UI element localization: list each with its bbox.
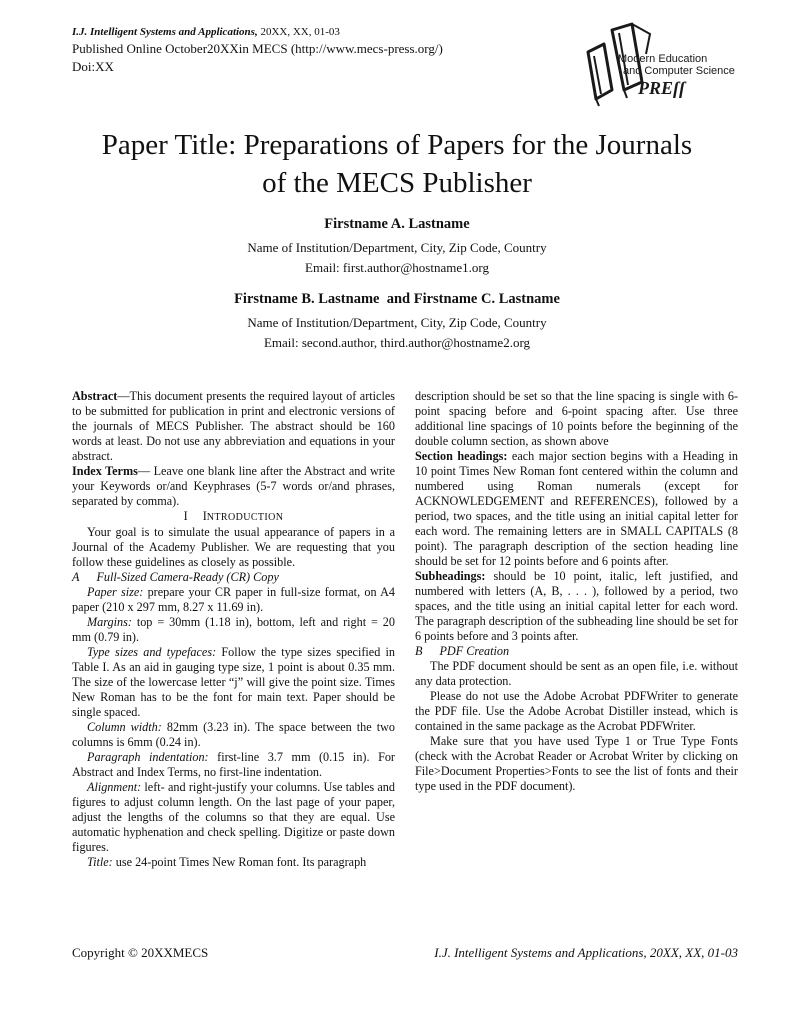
column-width-label: Column width: [87, 720, 162, 734]
abstract-text: —This document presents the required layout of articles to be submitted for publication in print and electronic versions of the journals of MECS Publisher. The abstract should be 160 words at least. Do not use any abbreviation and equations in your abstract. [72, 389, 395, 463]
index-terms-label: Index Terms [72, 464, 138, 478]
subheading-b-title: PDF Creation [439, 644, 510, 658]
margins-label: Margins: [87, 615, 132, 629]
books-icon [572, 20, 740, 108]
section-headings-text: each major section begins with a Heading in 10 point Times New Roman font centered within the column and numbered using Roman numerals (except for ACKNOWLEDGEMENT and REFERENCES), followed by a period, two spaces, and the title using an initial capital letter for each word. The remaining letters are in SMALL CAPITALS (8 point). The paragraph description of the section heading line should be set for 12 points before and 6 points after. [415, 449, 738, 568]
running-head [72, 24, 443, 76]
subheadings-paragraph [415, 569, 738, 644]
logo-press-text: PREſſ [638, 78, 685, 98]
pdf-open-file-paragraph: The PDF document should be sent as an open file, i.e. without any data protection. [415, 659, 738, 688]
introduction-paragraph: Your goal is to simulate the usual appearance of papers in a Journal of the Academy Publisher. We are requesting that you follow these guidelines as closely as possible. [72, 525, 395, 569]
subheading-a-title: Full-Sized Camera-Ready (CR) Copy [96, 570, 279, 584]
copyright-notice: Copyright © 20XXMECS [72, 945, 209, 960]
page-title-line1: Paper Title: Preparations of Papers for the Journals [101, 129, 693, 161]
logo-text-line1: Modern Education [618, 53, 708, 65]
section-title-smallcaps: NTRODUCTION [206, 512, 284, 523]
paragraph-indentation-label: Paragraph indentation: [87, 750, 209, 764]
section-title-cap: I [202, 509, 207, 523]
published-online-line: Published Online October20XXin MECS (http://www.mecs-press.org/) [72, 41, 443, 56]
title-style-label: Title: [87, 855, 113, 869]
paragraph-indentation-paragraph [72, 750, 395, 780]
column-width-paragraph [72, 720, 395, 750]
column-width-text: 82mm (3.23 in). The space between the two columns is 6mm (0.24 in). [72, 720, 395, 749]
journal-name: I.J. Intelligent Systems and Applications, [72, 26, 258, 38]
alignment-text: left- and right-justify your columns. Use tables and figures to adjust column length. On the last page of your paper, adjust the lengths of the columns so that they are equal. Use automatic hyphenation and check spelling. Digitize or paste down figures. [72, 780, 395, 854]
author-block-2 [0, 289, 794, 353]
body-columns [72, 389, 738, 870]
index-terms-text: — Leave one blank line after the Abstract and write your Keywords or/and Keyphrases (5-7 words or/and phrases, separated by comma). [72, 464, 395, 508]
pdf-writer-paragraph: Please do not use the Adobe Acrobat PDFWriter to generate the PDF file. Use the Adobe Acrobat Distiller instead, which is contained in the same package as the Acrobat PDFWriter. [415, 689, 738, 733]
author-1-email: Email: first.author@hostname1.org [305, 260, 489, 275]
section-heading-introduction [72, 509, 395, 525]
subheading-b [415, 644, 738, 659]
author-1-name: Firstname A. Lastname [324, 216, 470, 232]
type-sizes-paragraph [72, 645, 395, 720]
section-numeral: I [183, 509, 188, 523]
paper-size-text: prepare your CR paper in full-size format, on A4 paper (210 x 297 mm, 8.27 x 11.69 in). [72, 585, 395, 614]
abstract-label: Abstract [72, 389, 118, 403]
section-headings-label: Section headings: [415, 449, 508, 463]
subheading-a-letter: A [72, 570, 80, 584]
author-1-affiliation: Name of Institution/Department, City, Zip Code, Country [247, 240, 547, 255]
margins-text: top = 30mm (1.18 in), bottom, left and right = 20 mm (0.79 in). [72, 615, 395, 644]
type-sizes-label: Type sizes and typefaces: [87, 645, 217, 659]
margins-paragraph [72, 615, 395, 645]
journal-issue: 20XX, XX, 01-03 [257, 26, 340, 38]
pdf-fonts-paragraph: Make sure that you have used Type 1 or True Type Fonts (check with the Acrobat Reader or Acrobat Writer by clicking on File>Document Properties>Fonts to see the list of fonts and their type used in the PDF document). [415, 734, 738, 793]
abstract-paragraph [72, 389, 395, 464]
paper-size-label: Paper size: [87, 585, 144, 599]
index-terms-paragraph [72, 464, 395, 509]
alignment-label: Alignment: [87, 780, 142, 794]
paragraph-indentation-text: first-line 3.7 mm (0.15 in). For Abstract and Index Terms, no first-line indentation. [72, 750, 395, 779]
section-headings-paragraph [415, 449, 738, 569]
continuation-paragraph: description should be set so that the line spacing is single with 6-point spacing before and 6-point spacing after. Use three additional line spacings of 10 points before the beginning of the double column section, as shown above [415, 389, 738, 448]
paper-size-paragraph [72, 585, 395, 615]
title-style-paragraph [72, 855, 395, 870]
mecs-press-logo [572, 20, 740, 108]
page-footer [72, 944, 738, 961]
doi-line: Doi:XX [72, 59, 114, 74]
author-2-name: Firstname B. Lastname and Firstname C. Lastname [234, 291, 560, 307]
subheading-a [72, 570, 395, 585]
type-sizes-text: Follow the type sizes specified in Table I. As an aid in gauging type size, 1 point is about 0.35 mm. The size of the lowercase letter “j” will give the point size. Times New Roman has to be the font for main text. Paper should be single spaced. [72, 645, 395, 719]
author-2-email: Email: second.author, third.author@hostname2.org [263, 335, 531, 350]
subheadings-label: Subheadings: [415, 569, 486, 583]
subheading-b-letter: B [415, 644, 423, 658]
title-style-text: use 24-point Times New Roman font. Its paragraph [112, 855, 367, 869]
page-title-line2: of the MECS Publisher [262, 167, 532, 199]
footer-journal-citation: I.J. Intelligent Systems and Applications, 20XX, XX, 01-03 [434, 945, 738, 960]
author-block-1 [0, 214, 794, 278]
journal-citation-line [72, 24, 443, 40]
logo-text-line2: and Computer Science [623, 65, 735, 77]
right-column [415, 389, 738, 870]
author-2-affiliation: Name of Institution/Department, City, Zip Code, Country [247, 315, 547, 330]
alignment-paragraph [72, 780, 395, 855]
left-column [72, 389, 395, 870]
subheadings-text: should be 10 point, italic, left justified, and numbered with letters (A, B, . . . ), followed by a period, two spaces, and the title using an initial capital letter for each word. The paragraph description of the subheading line should be set for 6 points before and 3 points after. [415, 569, 738, 643]
page-title [30, 126, 764, 202]
authors-block [0, 214, 794, 364]
